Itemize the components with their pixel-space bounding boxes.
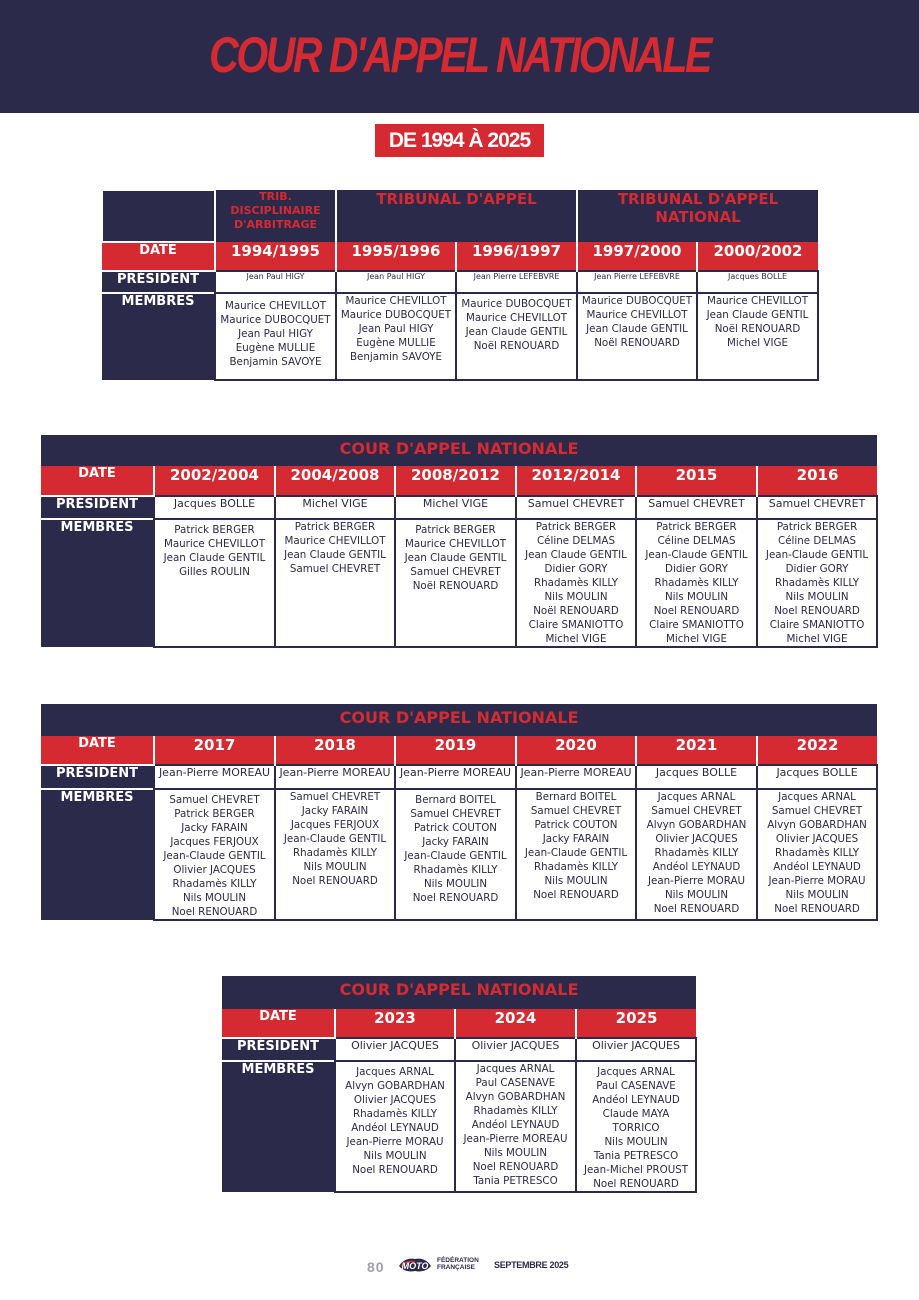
group-header: TRIBUNAL D'APPEL	[336, 190, 577, 242]
member-name: Samuel CHEVRET	[410, 808, 501, 820]
member-name: Noël RENOUARD	[533, 605, 619, 617]
member-name: Patrick BERGER	[174, 808, 255, 820]
president-label: PRÉSIDENT	[222, 1038, 335, 1061]
member-name: Patrick BERGER	[174, 524, 255, 536]
member-name: Maurice CHEVILLOT	[224, 300, 327, 312]
date-header: 2002/2004	[154, 466, 275, 496]
president-cell: Michel VIGE	[275, 496, 395, 519]
logo-text: MOTO	[401, 1261, 429, 1271]
member-name: Samuel CHEVRET	[289, 791, 381, 803]
table-1994-2002	[101, 189, 819, 381]
date-label: DATE	[41, 466, 154, 496]
member-name: Eugène MULLIE	[356, 337, 436, 349]
member-name: Jacques ARNAL	[657, 791, 736, 803]
member-name: Jacques ARNAL	[476, 1063, 555, 1075]
member-name: Olivier JACQUES	[173, 864, 256, 876]
member-name: Alvyn GOBARDHAN	[465, 1091, 566, 1103]
federation-name	[437, 1257, 479, 1271]
member-name: Claude MAYA	[602, 1108, 670, 1120]
president-cell: Jean-Pierre MOREAU	[395, 765, 516, 789]
member-name: Andéol LEYNAUD	[351, 1122, 439, 1134]
president-cell: Olivier JACQUES	[335, 1038, 455, 1061]
member-name: Maurice CHEVILLOT	[404, 538, 507, 550]
member-name: Maurice DUBOCQUET	[220, 314, 331, 326]
member-name: Maurice CHEVILLOT	[586, 309, 688, 321]
president-cell: Jean-Pierre MOREAU	[516, 765, 636, 789]
member-name: Jean-Claude GENTIL	[645, 549, 748, 561]
member-name: Samuel CHEVRET	[410, 566, 501, 578]
member-name: Patrick COUTON	[413, 822, 497, 834]
member-name: Benjamin SAVOYE	[349, 351, 443, 363]
member-name: Maurice DUBOCQUET	[340, 309, 452, 321]
member-name: Patrick COUTON	[534, 819, 618, 831]
member-name: Jean Claude GENTIL	[706, 309, 809, 321]
member-name: Samuel CHEVRET	[530, 805, 622, 817]
president-cell: Jean-Pierre MOREAU	[154, 765, 275, 789]
president-label: PRÉSIDENT	[41, 496, 154, 519]
member-name: Noel RENOUARD	[593, 1178, 679, 1190]
member-name: Alvyn GOBARDHAN	[767, 819, 867, 831]
member-name: Jacky FARAIN	[181, 822, 248, 834]
member-name: Patrick BERGER	[535, 521, 617, 533]
member-name: Jean-Claude GENTIL	[283, 833, 387, 845]
members-cell	[215, 293, 336, 380]
members-cell	[395, 789, 516, 920]
date-header: 2025	[576, 1009, 696, 1038]
members-cell	[395, 519, 516, 647]
member-name: Claire SMANIOTTO	[649, 619, 744, 631]
table-2023-2025	[222, 976, 697, 1193]
president-cell: Jean Paul HIGY	[336, 271, 456, 293]
member-name: Alvyn GOBARDHAN	[345, 1080, 445, 1092]
date-header: 1995/1996	[336, 242, 456, 271]
member-name: Rhadamès KILLY	[654, 577, 739, 589]
member-name: Andéol LEYNAUD	[592, 1094, 680, 1106]
page-title: COUR D'APPEL NATIONALE	[209, 27, 710, 83]
member-name: Gilles ROULIN	[179, 566, 250, 578]
member-name: Tania PETRESCO	[473, 1175, 558, 1187]
member-name: Jean Claude GENTIL	[586, 323, 688, 335]
member-name: Maurice DUBOCQUET	[581, 295, 693, 307]
member-name: Jean-Pierre MORAU	[647, 875, 746, 887]
member-name: Maurice DUBOCQUET	[461, 298, 572, 310]
member-name: Michel VIGE	[666, 633, 727, 645]
member-name: Nils MOULIN	[544, 591, 608, 603]
member-name: Nils MOULIN	[483, 1147, 548, 1159]
member-name: Noel RENOUARD	[412, 892, 499, 904]
member-name: Bernard BOITEL	[535, 791, 617, 803]
member-name: Maurice CHEVILLOT	[284, 535, 386, 547]
member-name: Olivier JACQUES	[775, 833, 859, 845]
president-cell: Jacques BOLLE	[697, 271, 818, 293]
member-name: Michel VIGE	[727, 337, 788, 349]
date-header: 2018	[275, 736, 395, 765]
member-name: Maurice CHEVILLOT	[706, 295, 809, 307]
member-name: Jacques FERJOUX	[170, 836, 259, 848]
members-cell	[577, 293, 697, 380]
member-name: Patrick BERGER	[656, 521, 737, 533]
members-cell	[275, 519, 395, 647]
president-cell: Jacques BOLLE	[757, 765, 877, 789]
members-cell	[455, 1061, 576, 1192]
member-name: Maurice CHEVILLOT	[345, 295, 447, 307]
member-name: Nils MOULIN	[423, 878, 488, 890]
date-label: DATE	[41, 736, 154, 765]
members-cell	[154, 789, 275, 920]
corner-cell	[102, 190, 215, 242]
member-name: Céline DELMAS	[536, 535, 616, 547]
member-name: Jacky FARAIN	[542, 833, 610, 845]
table-2017-2022	[41, 704, 878, 921]
table-title: COUR D'APPEL NATIONALE	[41, 704, 877, 736]
federation-line-2: FRANÇAISE	[437, 1264, 475, 1271]
member-name: Jean-Pierre MORAU	[346, 1136, 444, 1148]
member-name: Maurice CHEVILLOT	[465, 312, 568, 324]
member-name: Noël RENOUARD	[473, 340, 560, 352]
member-name: Patrick BERGER	[776, 521, 858, 533]
members-cell	[636, 789, 757, 920]
member-name: Maurice CHEVILLOT	[163, 538, 266, 550]
member-name: Nils MOULIN	[182, 892, 247, 904]
president-cell: Olivier JACQUES	[576, 1038, 696, 1061]
date-header: 2016	[757, 466, 877, 496]
table-2002-2016	[41, 435, 878, 648]
member-name: Jean Claude GENTIL	[465, 326, 568, 338]
president-cell: Jean Paul HIGY	[215, 271, 336, 293]
member-name: Jean Paul HIGY	[238, 328, 313, 340]
members-label: MEMBRES	[102, 293, 215, 380]
members-cell	[576, 1061, 696, 1192]
member-name: Céline DELMAS	[657, 535, 736, 547]
member-name: Noel RENOUARD	[774, 903, 860, 915]
member-name: Bernard BOITEL	[415, 794, 496, 806]
member-name: Jean-Claude GENTIL	[765, 549, 869, 561]
president-cell: Samuel CHEVRET	[757, 496, 877, 519]
president-cell: Jacques BOLLE	[154, 496, 275, 519]
table-title: COUR D'APPEL NATIONALE	[222, 976, 696, 1009]
member-name: Michel VIGE	[545, 633, 607, 645]
member-name: Samuel CHEVRET	[289, 563, 381, 575]
date-header: 2008/2012	[395, 466, 516, 496]
moto-logo-icon	[397, 1256, 433, 1274]
members-cell	[154, 519, 275, 647]
member-name: TORRICO	[612, 1122, 660, 1134]
date-header: 2022	[757, 736, 877, 765]
member-name: Samuel CHEVRET	[651, 805, 742, 817]
member-name: Claire SMANIOTTO	[528, 619, 624, 631]
date-header: 2012/2014	[516, 466, 636, 496]
member-name: Eugène MULLIE	[235, 342, 316, 354]
member-name: Jacques ARNAL	[356, 1066, 434, 1078]
member-name: Rhadamès KILLY	[172, 878, 257, 890]
members-cell	[697, 293, 818, 380]
member-name: Rhadamès KILLY	[413, 864, 498, 876]
member-name: Andéol LEYNAUD	[652, 861, 741, 873]
date-header: 2017	[154, 736, 275, 765]
member-name: Nils MOULIN	[303, 861, 367, 873]
member-name: Noël RENOUARD	[714, 323, 801, 335]
member-name: Michel VIGE	[786, 633, 848, 645]
date-header: 2020	[516, 736, 636, 765]
page-number: 80	[367, 1259, 385, 1275]
member-name: Jean-Claude GENTIL	[163, 850, 266, 862]
member-name: Nils MOULIN	[664, 889, 729, 901]
member-name: Noël RENOUARD	[594, 337, 680, 349]
date-header: 1996/1997	[456, 242, 577, 271]
member-name: Claire SMANIOTTO	[769, 619, 865, 631]
president-cell: Samuel CHEVRET	[636, 496, 757, 519]
president-cell: Jean Pierre LEFEBVRE	[456, 271, 577, 293]
members-cell	[636, 519, 757, 647]
member-name: Jacques FERJOUX	[290, 819, 380, 831]
member-name: Rhadamès KILLY	[654, 847, 739, 859]
member-name: Andéol LEYNAUD	[471, 1119, 560, 1131]
group-header: TRIB. DISCIPLINAIRE D'ARBITRAGE	[215, 190, 336, 242]
president-label: PRÉSIDENT	[102, 271, 215, 293]
member-name: Didier GORY	[665, 563, 728, 575]
members-cell	[757, 519, 877, 647]
period-badge: DE 1994 À 2025	[375, 124, 544, 157]
members-label: MEMBRES	[41, 789, 154, 920]
member-name: Jacky FARAIN	[422, 836, 489, 848]
member-name: Céline DELMAS	[778, 535, 857, 547]
member-name: Noel RENOUARD	[472, 1161, 559, 1173]
member-name: Patrick BERGER	[294, 521, 376, 533]
member-name: Samuel CHEVRET	[169, 794, 260, 806]
member-name: Jean Claude GENTIL	[525, 549, 627, 561]
member-name: Jean-Pierre MOREAU	[463, 1133, 568, 1145]
federation-line-1: FÉDÉRATION	[437, 1257, 479, 1264]
date-header: 2015	[636, 466, 757, 496]
member-name: Jacques ARNAL	[597, 1066, 675, 1078]
member-name: Nils MOULIN	[604, 1136, 668, 1148]
member-name: Jacky FARAIN	[301, 805, 369, 817]
member-name: Alvyn GOBARDHAN	[646, 819, 747, 831]
member-name: Jean Claude GENTIL	[163, 552, 266, 564]
president-cell: Jean Pierre LEFEBVRE	[577, 271, 697, 293]
member-name: Andéol LEYNAUD	[773, 861, 861, 873]
member-name: Jacques ARNAL	[778, 791, 856, 803]
members-cell	[336, 293, 456, 380]
date-header: 2023	[335, 1009, 455, 1038]
president-cell: Jacques BOLLE	[636, 765, 757, 789]
member-name: Noel RENOUARD	[653, 605, 740, 617]
members-cell	[757, 789, 877, 920]
members-label: MEMBRES	[222, 1061, 335, 1192]
member-name: Olivier JACQUES	[655, 833, 738, 845]
member-name: Nils MOULIN	[785, 889, 849, 901]
member-name: Rhadamès KILLY	[533, 577, 619, 589]
member-name: Noël RENOUARD	[412, 580, 499, 592]
members-cell	[516, 519, 636, 647]
date-label: DATE	[222, 1009, 335, 1038]
member-name: Rhadamès KILLY	[775, 847, 860, 859]
members-cell	[516, 789, 636, 920]
member-name: Noel RENOUARD	[171, 906, 258, 918]
member-name: Rhadamès KILLY	[775, 577, 860, 589]
member-name: Didier GORY	[544, 563, 608, 575]
member-name: Paul CASENAVE	[475, 1077, 556, 1089]
member-name: Olivier JACQUES	[353, 1094, 437, 1106]
member-name: Patrick BERGER	[415, 524, 496, 536]
member-name: Jean-Pierre MORAU	[768, 875, 866, 887]
member-name: Samuel CHEVRET	[771, 805, 863, 817]
date-header: 2004/2008	[275, 466, 395, 496]
member-name: Nils MOULIN	[544, 875, 608, 887]
member-name: Noel RENOUARD	[533, 889, 619, 901]
member-name: Paul CASENAVE	[596, 1080, 676, 1092]
member-name: Nils MOULIN	[785, 591, 849, 603]
date-header: 2024	[455, 1009, 576, 1038]
date-header: 1997/2000	[577, 242, 697, 271]
date-label: DATE	[102, 242, 215, 271]
member-name: Jean Claude GENTIL	[284, 549, 386, 561]
table-title: COUR D'APPEL NATIONALE	[41, 435, 877, 466]
member-name: Noel RENOUARD	[774, 605, 860, 617]
date-header: 1994/1995	[215, 242, 336, 271]
member-name: Benjamin SAVOYE	[229, 356, 322, 368]
member-name: Tania PETRESCO	[593, 1150, 679, 1162]
member-name: Jean-Claude GENTIL	[524, 847, 628, 859]
member-name: Rhadamès KILLY	[533, 861, 619, 873]
members-cell	[456, 293, 577, 380]
member-name: Nils MOULIN	[363, 1150, 427, 1162]
member-name: Noel RENOUARD	[292, 875, 378, 887]
president-cell: Olivier JACQUES	[455, 1038, 576, 1061]
issue-date: SEPTEMBRE 2025	[494, 1260, 569, 1270]
member-name: Jean Paul HIGY	[358, 323, 434, 335]
member-name: Nils MOULIN	[664, 591, 729, 603]
member-name: Jean-Claude GENTIL	[404, 850, 507, 862]
member-name: Rhadamès KILLY	[473, 1105, 558, 1117]
member-name: Rhadamès KILLY	[292, 847, 378, 859]
president-label: PRÉSIDENT	[41, 765, 154, 789]
member-name: Rhadamès KILLY	[352, 1108, 438, 1120]
members-cell	[335, 1061, 455, 1192]
members-cell	[275, 789, 395, 920]
member-name: Jean-Michel PROUST	[583, 1164, 689, 1176]
date-header: 2000/2002	[697, 242, 818, 271]
group-header: TRIBUNAL D'APPEL NATIONAL	[577, 190, 818, 242]
member-name: Jean Claude GENTIL	[404, 552, 507, 564]
member-name: Noel RENOUARD	[352, 1164, 438, 1176]
president-cell: Jean-Pierre MOREAU	[275, 765, 395, 789]
member-name: Didier GORY	[785, 563, 849, 575]
president-cell: Samuel CHEVRET	[516, 496, 636, 519]
member-name: Noel RENOUARD	[653, 903, 740, 915]
date-header: 2021	[636, 736, 757, 765]
members-label: MEMBRES	[41, 519, 154, 647]
date-header: 2019	[395, 736, 516, 765]
president-cell: Michel VIGE	[395, 496, 516, 519]
